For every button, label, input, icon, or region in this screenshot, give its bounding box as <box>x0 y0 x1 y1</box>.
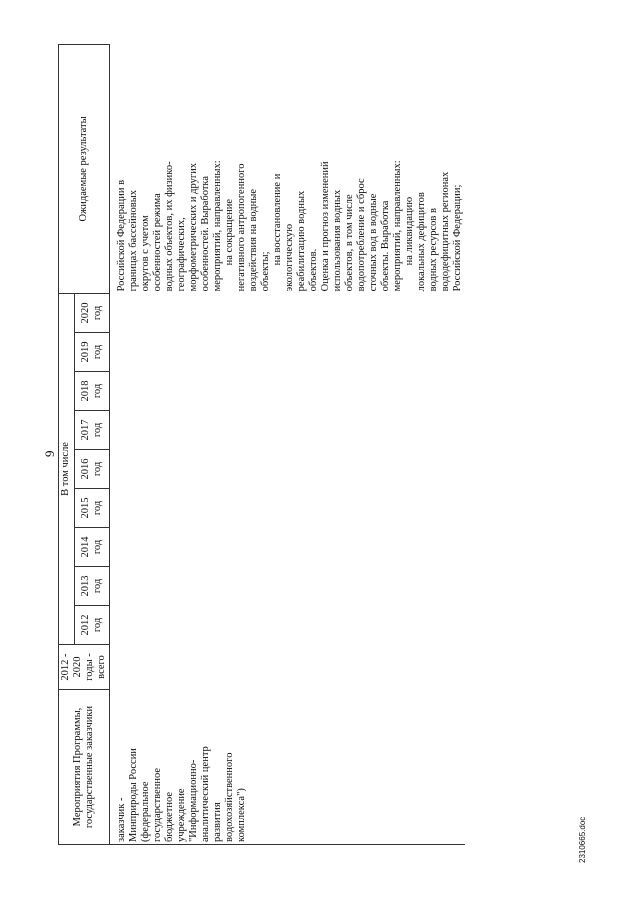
program-activities-table <box>58 44 465 845</box>
total-header-line: 2012 - <box>60 653 71 681</box>
year-unit: год <box>91 500 103 516</box>
result-line: на ликвидацию <box>404 196 415 266</box>
result-line: объекты; <box>260 251 271 292</box>
year-unit: год <box>91 422 103 438</box>
result-line: Российской Федерации в <box>116 179 127 292</box>
year-unit: год <box>91 383 103 399</box>
year-header-2020 <box>74 293 109 332</box>
total-header <box>59 645 110 690</box>
result-line: локальных дефицитов <box>416 192 427 292</box>
year-value-cell <box>110 489 466 528</box>
customer-line: комплекса") <box>236 788 247 842</box>
result-line: объектов. <box>308 248 319 292</box>
year-value-cell <box>110 333 466 372</box>
result-line: воздействия на водные <box>248 189 259 292</box>
year-unit: год <box>91 539 103 555</box>
year-unit: год <box>91 578 103 594</box>
year-value-cell <box>110 411 466 450</box>
year-header-2012 <box>74 606 109 645</box>
result-line: водопотребление и сброс <box>356 178 367 292</box>
activity-header: Мероприятия Программы, государственные заказчики <box>59 690 110 845</box>
year-value-cell <box>110 567 466 606</box>
result-line: водных ресурсов в <box>428 208 439 292</box>
result-line: мероприятий, направленных: <box>392 160 403 292</box>
customer-cell <box>110 690 466 845</box>
total-header-line: годы - <box>84 653 95 681</box>
year-header-2013 <box>74 567 109 606</box>
year-value: 2017 <box>79 419 91 441</box>
customer-line: государственное <box>152 767 163 842</box>
customer-line: "Информационно- <box>188 759 199 842</box>
result-line: округов с учетом <box>140 215 151 292</box>
year-unit: год <box>91 344 103 360</box>
customer-line: заказчик - <box>116 797 127 842</box>
result-line: использования водных <box>332 189 343 292</box>
customer-line: (федеральное <box>140 781 151 842</box>
year-value-cell <box>110 372 466 411</box>
year-unit: год <box>91 617 103 633</box>
year-value: 2020 <box>79 302 91 324</box>
year-value: 2019 <box>79 341 91 363</box>
year-header-2016 <box>74 450 109 489</box>
result-line: вододефицитных регионах <box>440 171 451 292</box>
year-value-cell <box>110 528 466 567</box>
customer-line: учреждение <box>176 788 187 842</box>
result-line: сточных вод в водные <box>368 193 379 292</box>
results-cell <box>110 44 466 293</box>
customer-line: водохозяйственного <box>224 752 235 842</box>
customer-line: бюджетное <box>164 791 175 842</box>
result-line: негативного антропогенного <box>236 163 247 292</box>
year-header-2017 <box>74 411 109 450</box>
customer-line: аналитический центр <box>200 746 211 842</box>
including-header: В том числе <box>59 293 75 644</box>
total-header-line: 2020 <box>72 656 83 678</box>
result-line: особенностей. Выработка <box>200 175 211 292</box>
year-header-2015 <box>74 489 109 528</box>
result-line: морфометрических и других <box>188 162 199 292</box>
result-line: объектов, в том числе <box>344 194 355 292</box>
year-value: 2015 <box>79 497 91 519</box>
year-value-cell <box>110 450 466 489</box>
customer-line: развития <box>212 802 223 842</box>
results-header: Ожидаемые результаты <box>59 44 110 293</box>
total-header-line: всего <box>96 655 107 679</box>
year-header-2018 <box>74 372 109 411</box>
result-line: объекты. Выработка <box>380 200 391 292</box>
rotated-page-content <box>40 40 595 865</box>
result-line: на сокращение <box>224 198 235 266</box>
year-value-cell <box>110 293 466 332</box>
result-line: границах бассейновых <box>128 189 139 292</box>
footer-file-name: 2310665.doc <box>578 816 587 863</box>
year-unit: год <box>91 305 103 321</box>
result-line: экологическую <box>284 223 295 292</box>
result-line: мероприятий, направленных: <box>212 160 223 292</box>
page-number: 9 <box>42 450 57 457</box>
total-value-cell <box>110 645 466 690</box>
year-value-cell <box>110 606 466 645</box>
year-header-2019 <box>74 333 109 372</box>
result-line: Российской Федерации; <box>452 184 463 292</box>
year-value: 2012 <box>79 614 91 636</box>
year-value: 2014 <box>79 536 91 558</box>
year-header-2014 <box>74 528 109 567</box>
year-unit: год <box>91 461 103 477</box>
year-value: 2013 <box>79 575 91 597</box>
result-line: на восстановление и <box>272 173 283 266</box>
year-value: 2018 <box>79 380 91 402</box>
result-line: особенностей режима <box>152 193 163 292</box>
result-line: реабилитацию водных <box>296 190 307 292</box>
result-line: Оценка и прогноз изменений <box>320 161 331 292</box>
result-line: водных объектов, их физико- <box>164 161 175 292</box>
customer-line: Минприроды России <box>128 748 139 842</box>
year-value: 2016 <box>79 458 91 480</box>
result-line: географических, <box>176 217 187 292</box>
